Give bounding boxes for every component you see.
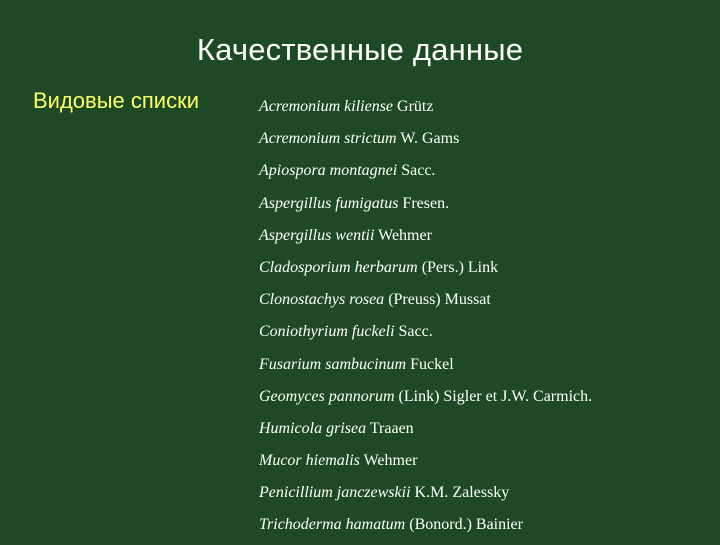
species-name: Aspergillus fumigatus: [259, 194, 399, 212]
list-item: [259, 126, 592, 158]
list-item: [259, 384, 592, 416]
species-name: Humicola grisea: [259, 419, 367, 437]
species-name: Geomyces pannorum: [259, 387, 395, 405]
species-list: [259, 94, 592, 545]
list-item: [259, 158, 592, 190]
species-author: Sacc.: [398, 323, 433, 341]
species-name: Penicillium janczewskii: [259, 484, 411, 502]
list-item: [259, 287, 592, 319]
list-item: [259, 191, 592, 223]
species-author: Wehmer: [378, 226, 432, 244]
species-name: Apiospora montagnei: [259, 162, 398, 180]
species-name: Mucor hiemalis: [259, 452, 360, 470]
species-name: Acremonium kiliense: [259, 98, 394, 115]
list-item: [259, 94, 592, 126]
species-author: (Preuss) Mussat: [388, 291, 491, 309]
species-author: (Bonord.) Bainier: [409, 516, 523, 534]
species-name: Acremonium strictum: [259, 130, 397, 148]
list-item: [259, 352, 592, 384]
slide-subtitle: Видовые списки: [33, 88, 199, 113]
species-name: Cladosporium herbarum: [259, 258, 418, 276]
list-item: [259, 416, 592, 448]
species-name: Aspergillus wentii: [259, 226, 375, 244]
species-author: K.M. Zalessky: [414, 484, 510, 502]
list-item: [259, 480, 592, 512]
species-name: Coniothyrium fuckeli: [259, 323, 395, 341]
species-author: Traaen: [369, 419, 414, 437]
slide-title: Качественные данные: [196, 32, 524, 67]
species-author: Grütz: [397, 98, 434, 115]
species-author: (Pers.) Link: [421, 258, 499, 276]
list-item: [259, 255, 592, 287]
species-author: Fuckel: [410, 355, 454, 373]
species-name: Fusarium sambucinum: [259, 355, 407, 373]
list-item: [259, 448, 592, 480]
species-name: Clonostachys rosea: [259, 291, 385, 309]
list-item: [259, 319, 592, 351]
species-author: (Link) Sigler et J.W. Carmich.: [398, 387, 593, 405]
species-author: Fresen.: [402, 194, 450, 212]
species-author: Sacc.: [401, 162, 436, 180]
species-name: Trichoderma hamatum: [259, 516, 406, 534]
species-author: Wehmer: [363, 452, 418, 470]
list-item: [259, 223, 592, 255]
species-author: W. Gams: [400, 130, 460, 148]
